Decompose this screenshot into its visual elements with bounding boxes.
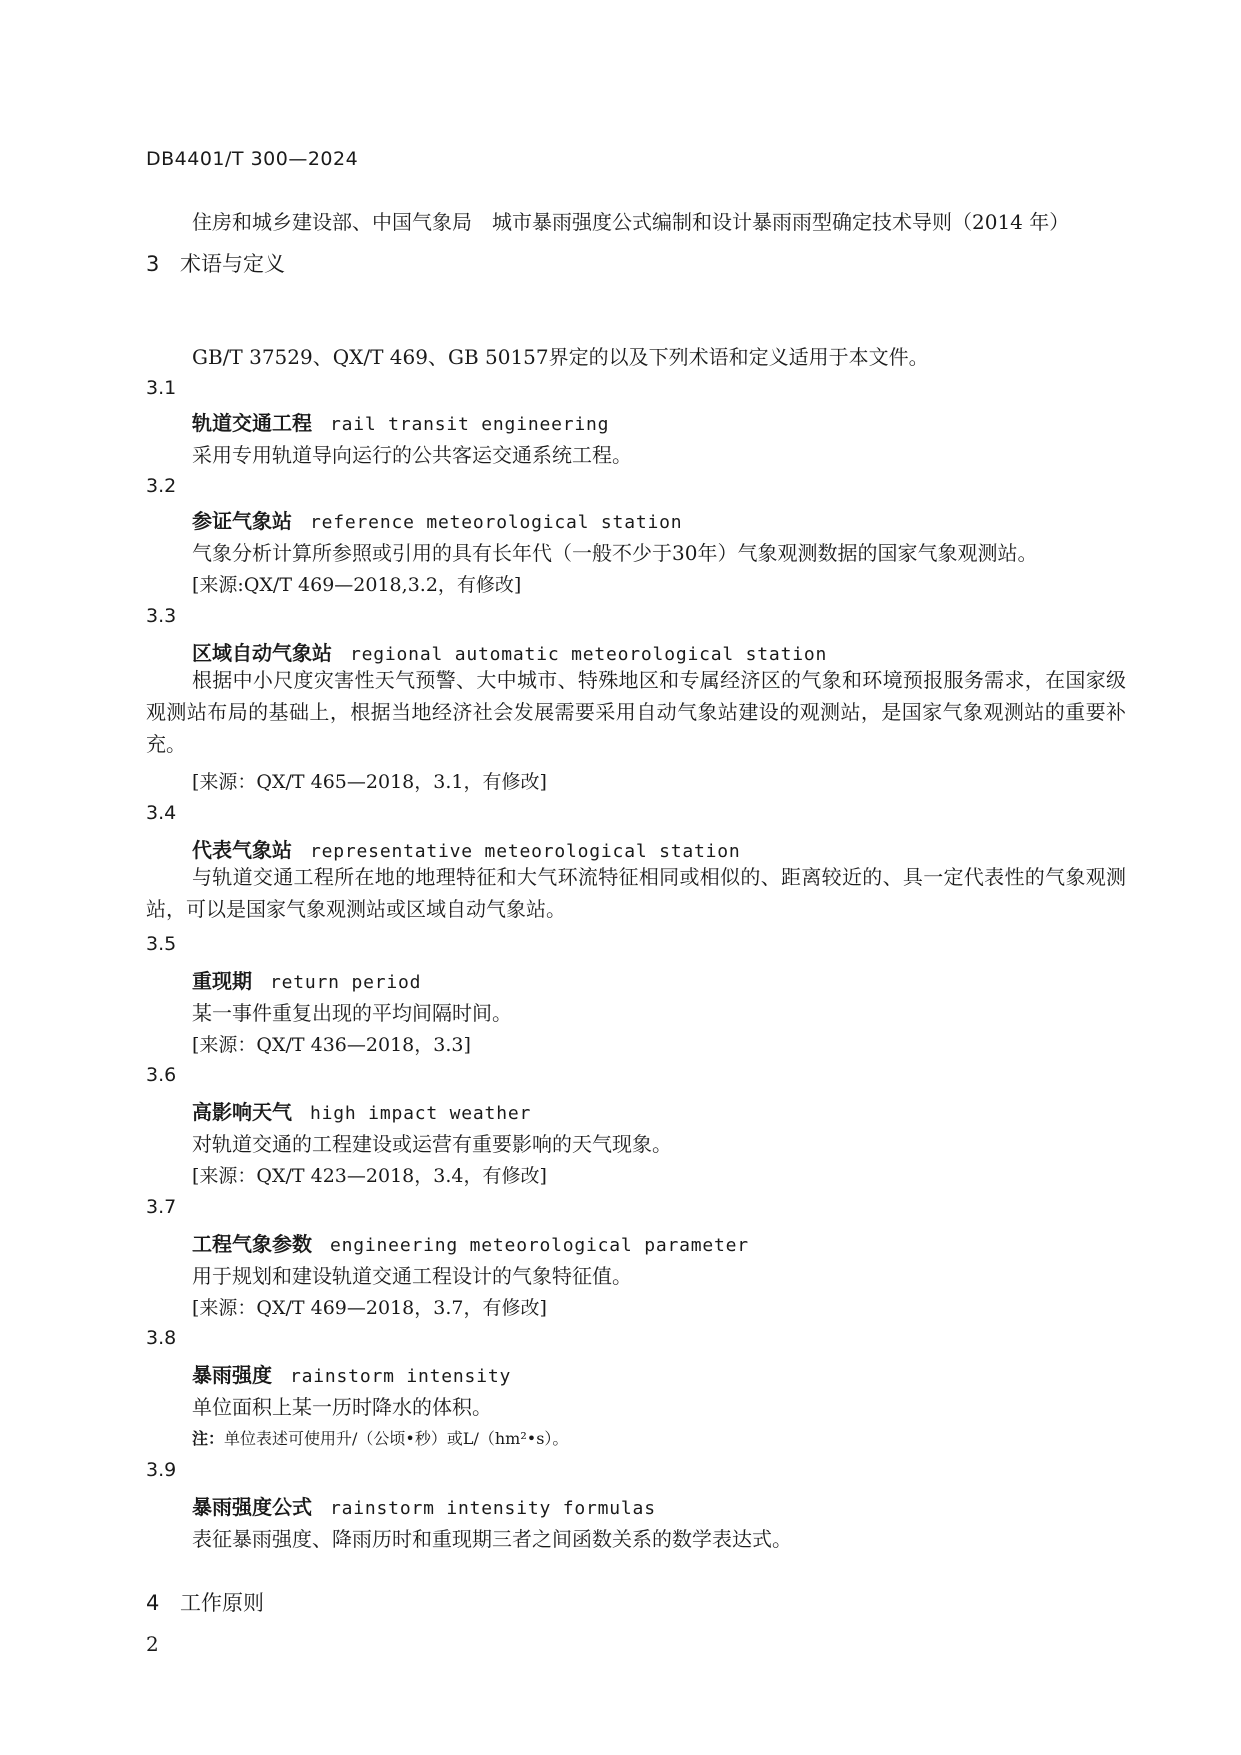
term-chinese: 轨道交通工程 <box>192 411 312 435</box>
term-title <box>192 505 682 534</box>
section-number: 4 <box>146 1591 160 1615</box>
term-number: 3.4 <box>146 802 177 824</box>
term-chinese: 重现期 <box>192 969 252 993</box>
term-chinese: 暴雨强度 <box>192 1363 272 1387</box>
section-number: 3 <box>146 252 160 276</box>
term-note <box>192 1426 568 1449</box>
term-definition: 表征暴雨强度、降雨历时和重现期三者之间函数关系的数学表达式。 <box>192 1527 792 1551</box>
term-number: 3.5 <box>146 933 177 955</box>
term-title <box>192 637 827 666</box>
term-number: 3.7 <box>146 1196 177 1218</box>
section-title: 工作原则 <box>180 1591 264 1615</box>
section-4-heading <box>146 1587 264 1617</box>
term-chinese: 区域自动气象站 <box>192 641 332 665</box>
term-english: rainstorm intensity formulas <box>330 1498 656 1519</box>
document-code: DB4401/T 300—2024 <box>146 148 359 170</box>
normative-reference: 住房和城乡建设部、中国气象局 城市暴雨强度公式编制和设计暴雨雨型确定技术导则（2014 年） <box>192 210 1070 234</box>
term-source: [来源:QX/T 469—2018,3.2，有修改] <box>192 574 522 596</box>
term-source: [来源：QX/T 436—2018，3.3] <box>192 1034 471 1056</box>
term-title <box>192 407 609 436</box>
term-english: rail transit engineering <box>330 414 610 435</box>
term-number: 3.2 <box>146 475 177 497</box>
term-title <box>192 1228 749 1257</box>
term-title <box>192 965 421 994</box>
term-english: reference meteorological station <box>310 512 683 533</box>
page-number: 2 <box>146 1632 159 1656</box>
term-title <box>192 1359 511 1388</box>
term-source: [来源：QX/T 423—2018，3.4，有修改] <box>192 1165 547 1187</box>
term-number: 3.8 <box>146 1327 177 1349</box>
term-chinese: 工程气象参数 <box>192 1232 312 1256</box>
term-english: representative meteorological station <box>310 841 741 862</box>
term-title <box>192 1491 656 1520</box>
term-chinese: 高影响天气 <box>192 1100 292 1124</box>
section-3-intro: GB/T 37529、QX/T 469、GB 50157界定的以及下列术语和定义适用于本文件。 <box>192 345 929 369</box>
note-label: 注： <box>192 1429 225 1448</box>
term-number: 3.3 <box>146 605 177 627</box>
term-definition: 与轨道交通工程所在地的地理特征和大气环流特征相同或相似的、距离较近的、具一定代表性的气象观测站，可以是国家气象观测站或区域自动气象站。 <box>146 865 1126 921</box>
term-chinese: 暴雨强度公式 <box>192 1495 312 1519</box>
term-definition: 对轨道交通的工程建设或运营有重要影响的天气现象。 <box>192 1132 672 1156</box>
section-3-heading <box>146 248 285 278</box>
term-chinese: 代表气象站 <box>192 838 292 862</box>
term-chinese: 参证气象站 <box>192 509 292 533</box>
section-title: 术语与定义 <box>180 252 285 276</box>
term-number: 3.9 <box>146 1459 177 1481</box>
term-definition: 某一事件重复出现的平均间隔时间。 <box>192 1001 512 1025</box>
term-number: 3.1 <box>146 377 177 399</box>
term-definition: 单位面积上某一历时降水的体积。 <box>192 1395 492 1419</box>
term-definition: 根据中小尺度灾害性天气预警、大中城市、特殊地区和专属经济区的气象和环境预报服务需求，在国家级观测站布局的基础上，根据当地经济社会发展需要采用自动气象站建设的观测站，是国家气象观测站的重要补充。 <box>146 668 1126 756</box>
term-source: [来源：QX/T 469—2018，3.7，有修改] <box>192 1297 547 1319</box>
term-english: regional automatic meteorological station <box>350 644 828 665</box>
term-definition: 采用专用轨道导向运行的公共客运交通系统工程。 <box>192 443 632 467</box>
term-definition: 气象分析计算所参照或引用的具有长年代（一般不少于30年）气象观测数据的国家气象观测站。 <box>192 541 1038 565</box>
term-english: engineering meteorological parameter <box>330 1235 749 1256</box>
term-number: 3.6 <box>146 1064 177 1086</box>
term-english: rainstorm intensity <box>290 1366 512 1387</box>
note-text: 单位表述可使用升/（公顷•秒）或L/（hm²•s）。 <box>224 1429 569 1448</box>
term-english: high impact weather <box>310 1103 532 1124</box>
term-title <box>192 834 741 863</box>
term-title <box>192 1096 531 1125</box>
term-definition: 用于规划和建设轨道交通工程设计的气象特征值。 <box>192 1264 632 1288</box>
term-english: return period <box>270 972 422 993</box>
term-source: [来源：QX/T 465—2018，3.1，有修改] <box>192 771 547 793</box>
